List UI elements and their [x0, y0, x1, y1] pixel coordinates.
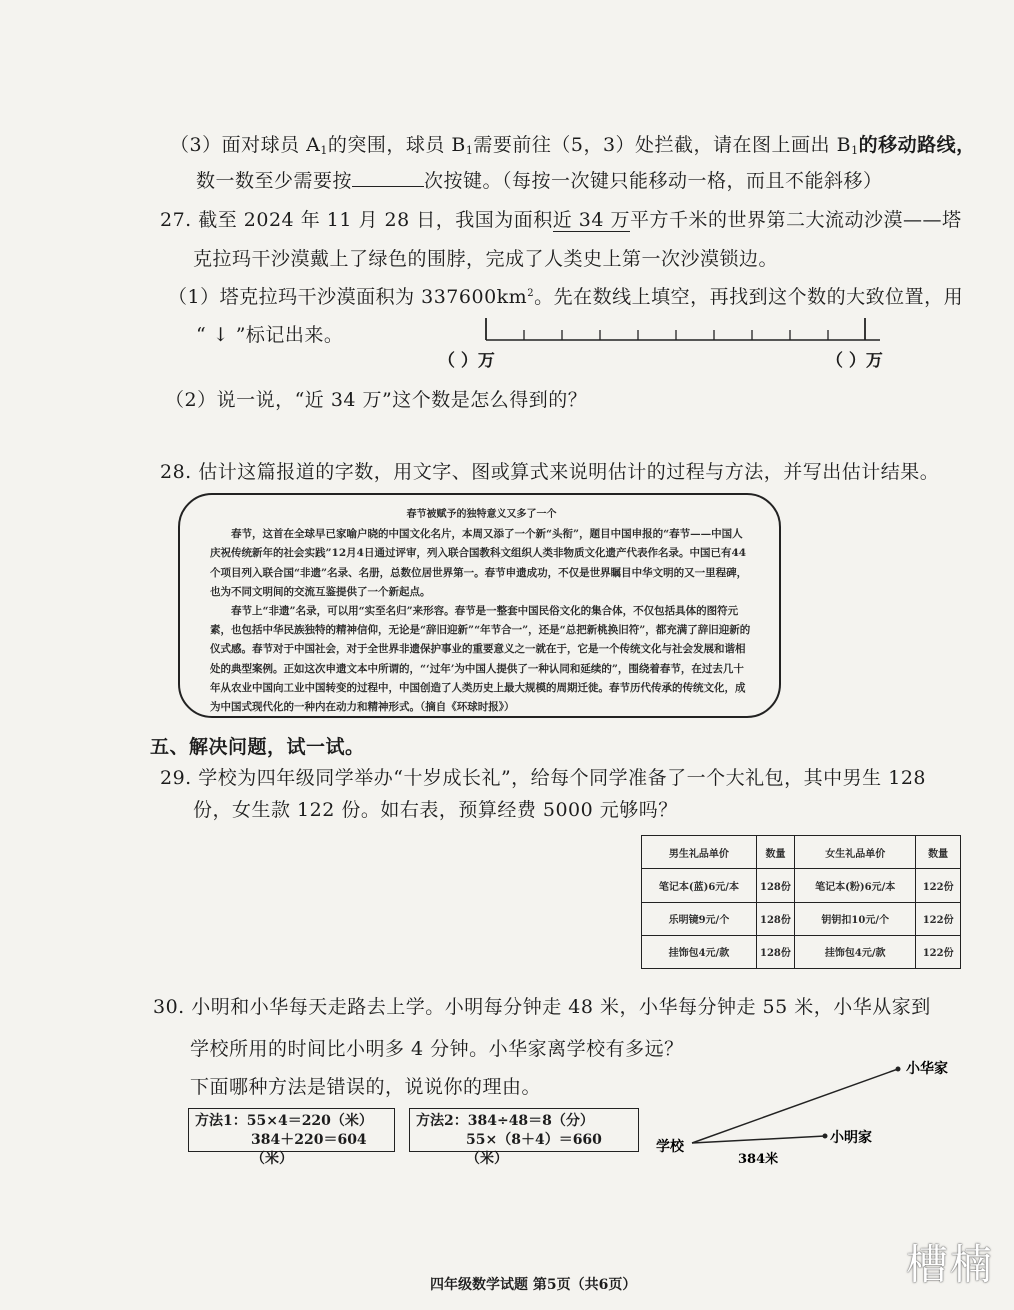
table-cell: 笔记本(蓝)6元/本: [642, 869, 757, 902]
q26-part3-line2: 数一数至少需要按 次按键。（每按一次键只能移动一格，而且不能斜移）: [196, 166, 883, 193]
method2-step2: 55×（8＋4）＝660（米）: [466, 1132, 602, 1167]
q27-intro-line1: 27. 截至 2024 年 11 月 28 日，我国为面积近 34 万平方千米的世界第二大流动沙漠——塔: [160, 209, 962, 231]
method1-box: [188, 1108, 395, 1167]
news-article-box: [178, 493, 781, 718]
q26-part3-line1: （3）面对球员 $A_1$的突围，球员 $B_1$需要前往（5，3）处拦截，请在图上画出 $B_1$的移动路线，: [170, 134, 976, 157]
q29-line1: 29. 学校为四年级同学举办“十岁成长礼”，给每个同学准备了一个大礼包，其中男生 128: [160, 767, 926, 789]
answer-blank[interactable]: [352, 167, 424, 187]
table-cell: 乐明镜9元/个: [642, 902, 757, 935]
table-header: 数量: [756, 836, 794, 869]
article-paragraph: 春节上“非遗”名录，可以用“实至名归”来形容。春节是一整套中国民俗文化的集合体，不仅包括具体的图符元素，也包括中华民族独特的精神信仰，无论是“辞旧迎新”“年节合一”，还是“总把新桃换旧符”，都充满了辞旧迎新的仪式感。春节对于中国社会，对于全世界非遗保护事业的重要意义之一就在于，它是一个传统文化与社会发展和谐相处的典型案例。正如这次申遗文本中所谓的，“‘过年’为中国人提供了一种认同和延续的”，围绕着春节，在过去几十年从农业中国向工业中国转变的过程中，中国创造了人类历史上最大规模的周期迁徙。春节历代传承的传统文化，成为中国式现代化的一种内在动力和精神形式。（摘自《环球时报》）: [210, 605, 751, 714]
table-row: [642, 935, 961, 968]
table-header: 男生礼品单价: [642, 836, 757, 869]
q27-part2: （2）说一说，“近 34 万”这个数是怎么得到的？: [165, 389, 588, 411]
number-line[interactable]: [470, 312, 890, 348]
table-cell: 122份: [916, 935, 961, 968]
table-cell: 128份: [756, 935, 794, 968]
q27-intro-line2: 克拉玛干沙漠戴上了绿色的围脖，完成了人类史上第一次沙漠锁边。: [193, 248, 779, 270]
route-diagram: [650, 1055, 970, 1165]
gift-price-table: [641, 835, 961, 969]
q29-line2: 份，女生款 122 份。如右表，预算经费 5000 元够吗？: [193, 799, 678, 821]
table-cell: 挂饰包4元/款: [795, 935, 916, 968]
table-header: 女生礼品单价: [795, 836, 916, 869]
q30-line1: 30. 小明和小华每天走路去上学。小明每分钟走 48 米，小华每分钟走 55 米，小华从家到: [153, 996, 931, 1018]
q27-part1-line2: “ ↓ ”标记出来。: [196, 324, 344, 346]
method1-step2: 384＋220＝604（米）: [251, 1132, 367, 1167]
table-header-row: [642, 836, 961, 869]
table-cell: 挂饰包4元/款: [642, 935, 757, 968]
table-header: 数量: [916, 836, 961, 869]
table-cell: 钥钥扣10元/个: [795, 902, 916, 935]
table-row: [642, 902, 961, 935]
q27-part1-line1: （1）塔克拉玛干沙漠面积为 $337600km^2$。先在数线上填空，再找到这个数的大致位置，用: [168, 286, 964, 308]
table-cell: 128份: [756, 869, 794, 902]
section-heading: 五、解决问题，试一试。: [150, 736, 365, 758]
q30-line2: 学校所用的时间比小明多 4 分钟。小华家离学校有多远？: [190, 1038, 684, 1060]
watermark: 槽楠: [905, 1240, 994, 1289]
xiaoming-home-label: 小明家: [830, 1130, 872, 1146]
table-cell: 122份: [916, 869, 961, 902]
q28-question: 28. 估计这篇报道的字数，用文字、图或算式来说明估计的过程与方法，并写出估计结果。: [160, 461, 940, 483]
article-paragraph: 春节，这首在全球早已家喻户晓的中国文化名片，本周又添了一个新“头衔”，题目中国申报的“春节——中国人庆祝传统新年的社会实践”12月4日通过评审，列入联合国教科文组织人类非物质文化遗产代表作名录。中国已有44个项目列入联合国“非遗”名录、名册，总数位居世界第一。春节申遗成功，不仅是世界瞩目中华文明的又一里程碑，也为不同文明间的交流互鉴提供了一个新起点。: [210, 528, 748, 598]
method2-step1: 方法2：384÷48＝8（分）: [416, 1113, 594, 1129]
table-cell: 笔记本(粉)6元/本: [795, 869, 916, 902]
q30-line3: 下面哪种方法是错误的，说说你的理由。: [190, 1076, 542, 1098]
number-line-right-label[interactable]: （ ）万: [826, 351, 883, 371]
xiaohua-home-label: 小华家: [906, 1061, 948, 1077]
distance-label: 384米: [738, 1152, 779, 1165]
page-footer: 四年级数学试题 第5页（共6页）: [430, 1277, 637, 1293]
table-cell: 122份: [916, 902, 961, 935]
method2-box: [409, 1108, 639, 1167]
number-line-left-label[interactable]: （ ）万: [438, 351, 495, 371]
method1-step1: 方法1：55×4＝220（米）: [195, 1113, 373, 1129]
table-row: [642, 869, 961, 902]
school-label: 学校: [656, 1139, 684, 1155]
table-cell: 128份: [756, 902, 794, 935]
article-title: 春节被赋予的独特意义又多了一个: [406, 509, 557, 520]
